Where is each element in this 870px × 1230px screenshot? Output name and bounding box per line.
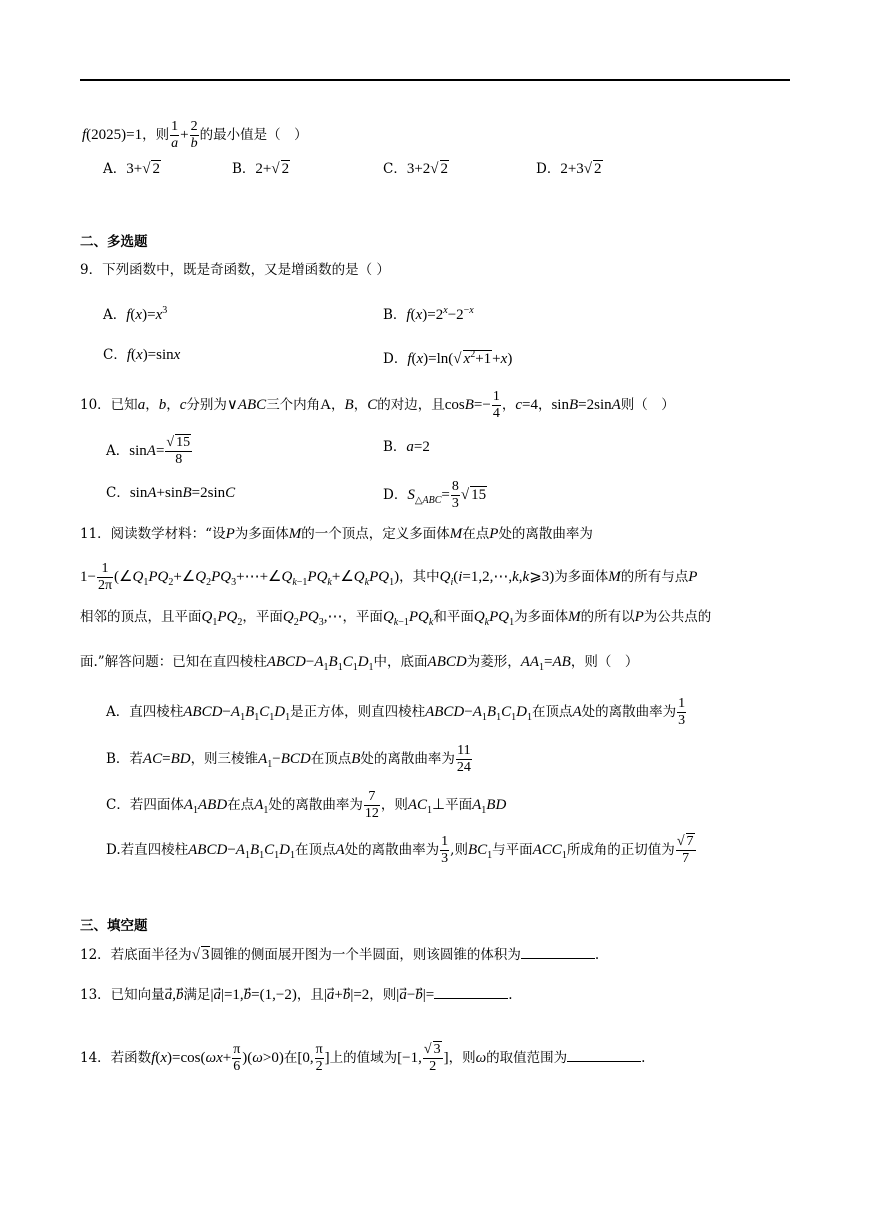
q10-stem: 10．已知a，b，c分别为∨ABC三个内角A，B，C的对边，且cosB=− $\frac{1}{4}$ ，c=4，sinB=2sinA则（ ） — [80, 389, 675, 421]
q8-option-b: B．2+√ 2 — [232, 161, 290, 177]
q12-stem: 12．若底面半径为√ 3圆锥的侧面展开图为一个半圆面，则该圆锥的体积为 . — [80, 944, 599, 965]
q10-option-b: B．a=2 — [383, 439, 430, 455]
q10-option-d: D．$S_{\triangle ABC}=$ $\frac{8}{3}$ √ 15 — [383, 479, 487, 511]
q10-option-a: A．sinA= $\frac{√ 15}{8}$ — [106, 435, 191, 467]
q9-option-a: A．$f(x)=x^3$ — [103, 305, 168, 323]
q11-line1: 11．阅读数学材料：“设P为多面体M的一个顶点，定义多面体M在点P处的离散曲率为 — [80, 526, 593, 542]
q8-option-a: A．3+√ 2 — [103, 161, 160, 177]
q9-option-c: C．f(x)=sinx — [103, 347, 181, 363]
q11-option-b: B．若AC=BD，则三棱锥$A_1-BCD$在顶点B处的离散曲率为 $\frac{11}{24}$ — [106, 743, 471, 775]
q11-line2: 1− $\frac{1}{2\pi}$ $(\angle Q_1PQ_2+\angle Q_2PQ_3+\cdots+\angle Q_{k-1}PQ_k+\angle Q_kPQ_1)$，其中$Q_i(i=1,2,\cdots,k,k⩾3)$为多面体M的所有与点P — [80, 561, 698, 593]
q9-option-b: B．$f(x)=2^x-2^{-x}$ — [383, 305, 474, 323]
q14-stem: 14．若函数f(x)=cos(ωx+ $\frac{\pi}{6}$ )(ω>0)在[0, $\frac{\pi}{2}$ ]上的值域为[−1, $\frac{√ 3}{2}$ ]，则ω的取值范围为 . — [80, 1042, 646, 1074]
section-heading-fill: 三、填空题 — [80, 918, 148, 934]
q11-line3: 相邻的顶点，且平面$Q_1PQ_2$，平面$Q_2PQ_3,\cdots$，平面$Q_{k-1}PQ_k$和平面$Q_kPQ_1$为多面体M的所有以P为公共点的 — [80, 609, 712, 628]
q11-option-d: D.若直四棱柱$ABCD-A_1B_1C_1D_1$在顶点A处的离散曲率为 $\frac{1}{3}$ ,则$BC_1$与平面$ACC_1$所成角的正切值为 $\frac{√ 7}{7}$ — [106, 834, 694, 866]
q11-option-a: A．直四棱柱$ABCD-A_1B_1C_1D_1$是正方体，则直四棱柱$ABCD-A_1B_1C_1D_1$在顶点A处的离散曲率为 $\frac{1}{3}$ — [106, 696, 686, 728]
q9-stem: 9．下列函数中，既是奇函数，又是增函数的是（ ） — [80, 262, 390, 278]
q11-option-c: C．若四面体$A_1ABD$在点$A_1$处的离散曲率为 $\frac{7}{12}$ ，则$AC_1\perp$平面$A_1BD$ — [106, 789, 507, 821]
q13-stem: 13．已知向量a⃗,b满足|a⃗|=1,b⃗=(1,−2)，且|a⃗+b⃗|=2，则|a⃗−b⃗|= . — [80, 984, 513, 1005]
q8-option-d: D．2+3√ 2 — [536, 161, 602, 177]
section-heading-multi: 二、多选题 — [80, 234, 148, 250]
q11-line4: 面.”解答问题：已知在直四棱柱$ABCD-A_1B_1C_1D_1$中，底面ABCD为菱形，$AA_1=AB$，则（ ） — [80, 654, 639, 673]
header-rule — [80, 79, 790, 81]
q8-option-c: C．3+2√ 2 — [383, 161, 449, 177]
q10-option-c: C．sinA+sinB=2sinC — [106, 485, 236, 501]
q8-stem: f(2025)=1，则 $\frac{1}{a}$ + $\frac{2}{b}$ 的最小值是（ ） — [82, 119, 308, 151]
q9-option-d: D．f(x)=ln(√ $x^2+1+x$) — [383, 349, 513, 367]
